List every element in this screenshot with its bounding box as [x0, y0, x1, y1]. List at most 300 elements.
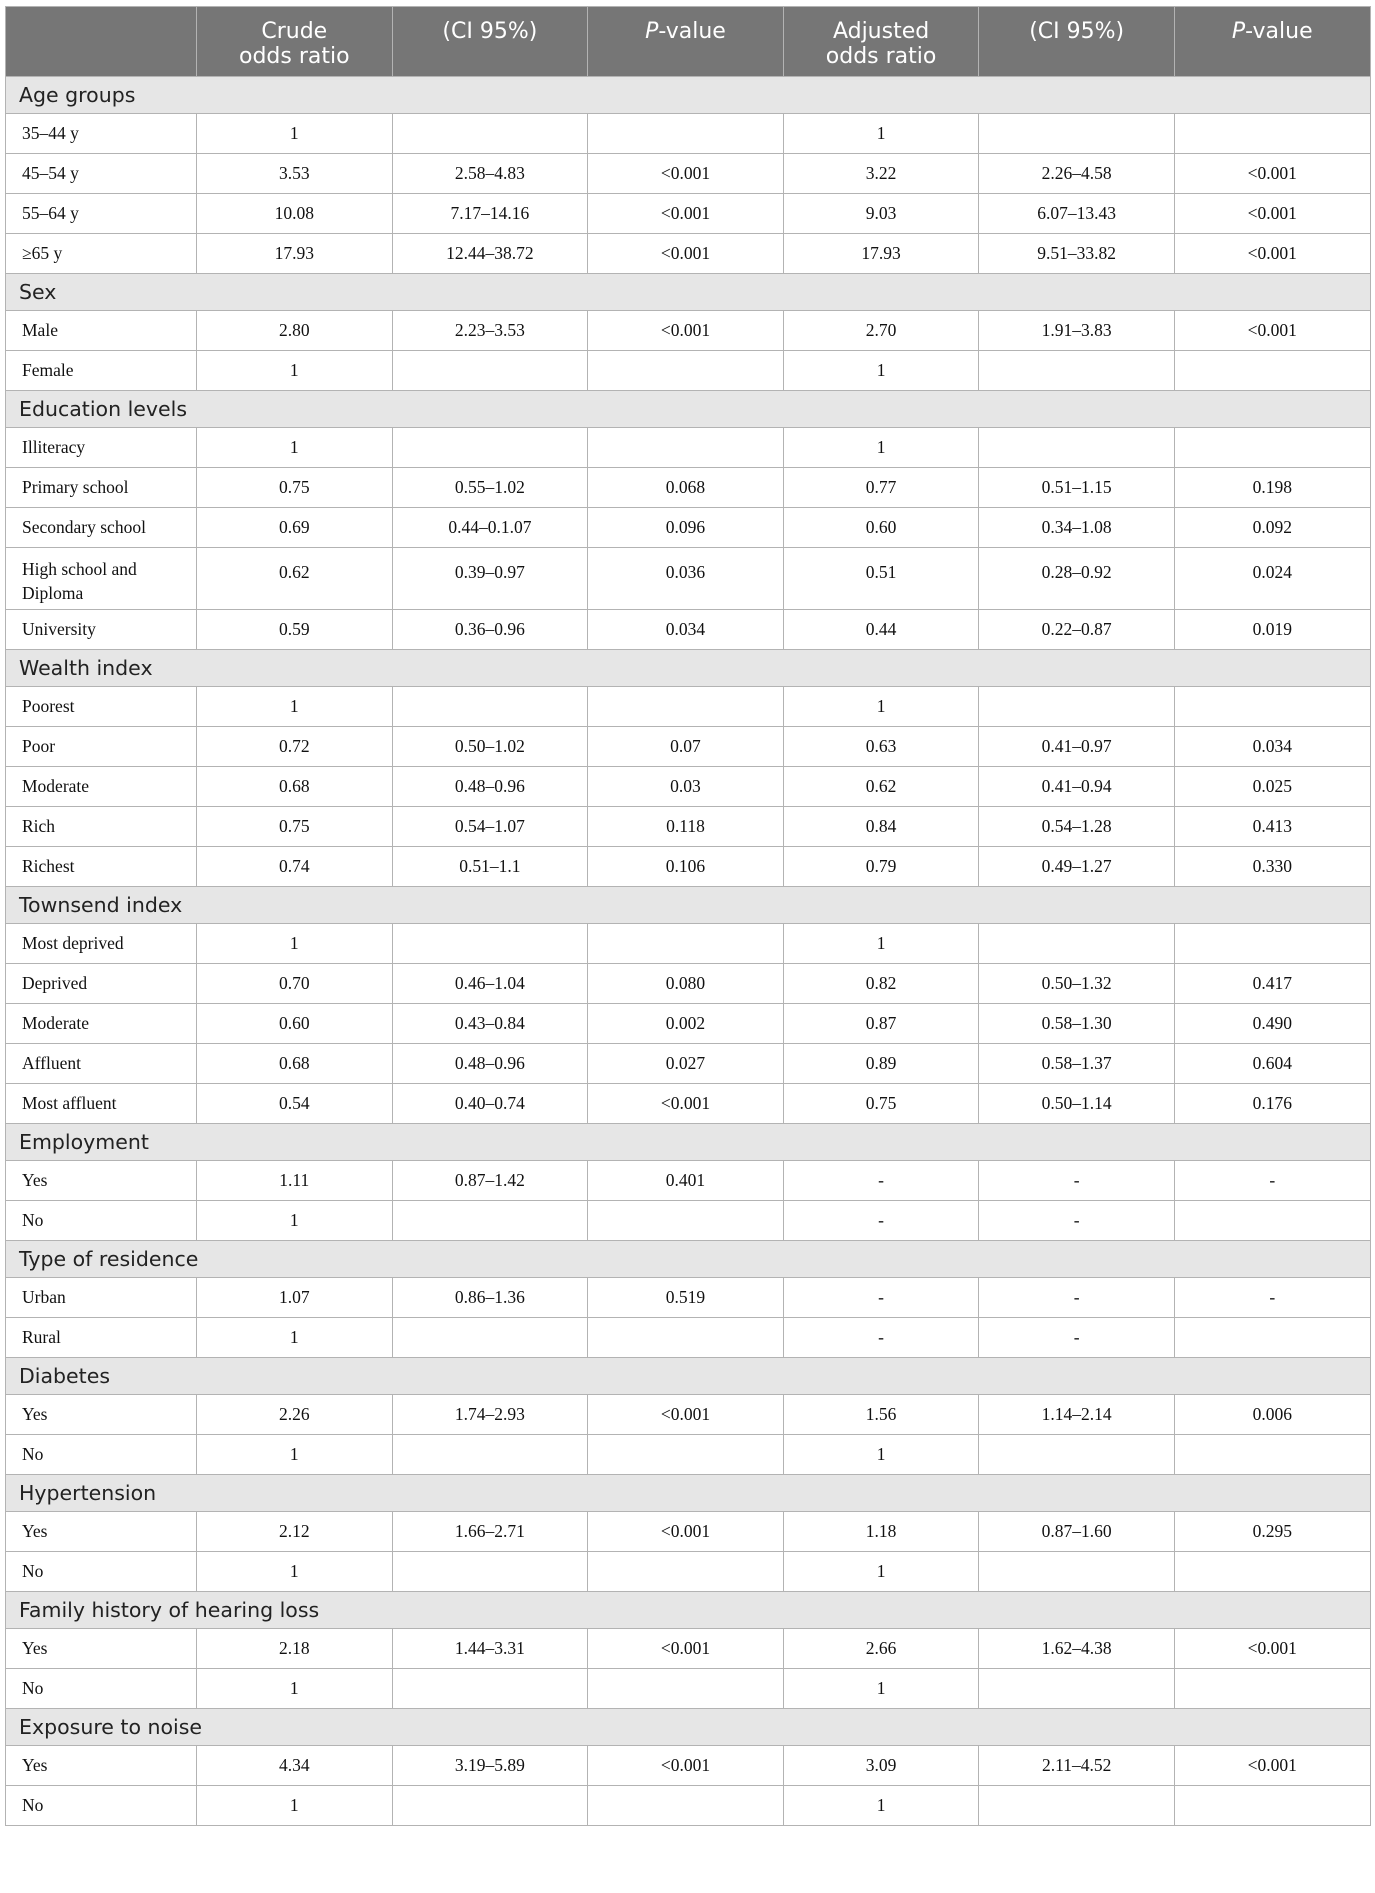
crude-or-cell: 0.70	[197, 964, 393, 1004]
adjusted-or-cell: 3.09	[783, 1746, 979, 1786]
header-ci-crude: (CI 95%)	[392, 7, 588, 77]
row-label: No	[6, 1552, 197, 1592]
crude-ci-cell	[392, 1552, 588, 1592]
crude-or-cell: 1	[197, 428, 393, 468]
crude-ci-cell: 0.40–0.74	[392, 1084, 588, 1124]
crude-p-cell: 0.106	[588, 847, 784, 887]
adjusted-ci-cell: 0.58–1.30	[979, 1004, 1175, 1044]
table-row	[6, 114, 1371, 154]
adjusted-or-cell: 1	[783, 428, 979, 468]
crude-ci-cell: 1.66–2.71	[392, 1512, 588, 1552]
row-label: No	[6, 1786, 197, 1826]
header-crude-odds-ratio	[197, 7, 393, 77]
adjusted-ci-cell: 2.11–4.52	[979, 1746, 1175, 1786]
table-row	[6, 1786, 1371, 1826]
adjusted-ci-cell: 0.22–0.87	[979, 610, 1175, 650]
crude-p-cell	[588, 1786, 784, 1826]
crude-ci-cell: 0.43–0.84	[392, 1004, 588, 1044]
crude-or-cell: 2.80	[197, 311, 393, 351]
adjusted-p-cell: <0.001	[1174, 1746, 1370, 1786]
group-title: Family history of hearing loss	[6, 1592, 1371, 1629]
crude-or-cell: 1	[197, 114, 393, 154]
crude-p-cell	[588, 1201, 784, 1241]
crude-p-cell: 0.096	[588, 508, 784, 548]
table-row	[6, 1512, 1371, 1552]
table-row	[6, 727, 1371, 767]
row-label: Moderate	[6, 1004, 197, 1044]
group-header-row	[6, 1124, 1371, 1161]
row-label: Yes	[6, 1512, 197, 1552]
table-row	[6, 508, 1371, 548]
group-title: Diabetes	[6, 1358, 1371, 1395]
crude-or-cell: 3.53	[197, 154, 393, 194]
table-row	[6, 610, 1371, 650]
row-label: Most affluent	[6, 1084, 197, 1124]
crude-p-cell: <0.001	[588, 154, 784, 194]
adjusted-ci-cell: 1.91–3.83	[979, 311, 1175, 351]
adjusted-p-cell	[1174, 1201, 1370, 1241]
table-row	[6, 311, 1371, 351]
crude-ci-cell: 0.86–1.36	[392, 1278, 588, 1318]
table-row	[6, 428, 1371, 468]
header-p-value-crude	[588, 7, 784, 77]
adjusted-ci-cell: 0.50–1.32	[979, 964, 1175, 1004]
crude-ci-cell	[392, 428, 588, 468]
group-header-row	[6, 1592, 1371, 1629]
adjusted-p-cell	[1174, 428, 1370, 468]
table-row	[6, 1084, 1371, 1124]
adjusted-p-cell	[1174, 1786, 1370, 1826]
adjusted-or-cell: 2.70	[783, 311, 979, 351]
row-label: Yes	[6, 1629, 197, 1669]
adjusted-or-cell: -	[783, 1278, 979, 1318]
adjusted-p-cell: <0.001	[1174, 194, 1370, 234]
adjusted-p-cell: <0.001	[1174, 234, 1370, 274]
adjusted-ci-cell: 0.87–1.60	[979, 1512, 1175, 1552]
adjusted-p-cell: 0.490	[1174, 1004, 1370, 1044]
header-crude-line2: odds ratio	[239, 44, 350, 69]
row-label: 45–54 y	[6, 154, 197, 194]
crude-p-cell: 0.036	[588, 548, 784, 610]
row-label: Yes	[6, 1395, 197, 1435]
odds-ratio-table	[5, 6, 1371, 1826]
adjusted-ci-cell	[979, 428, 1175, 468]
adjusted-p-cell: 0.019	[1174, 610, 1370, 650]
crude-p-cell: <0.001	[588, 311, 784, 351]
adjusted-p-cell: 0.198	[1174, 468, 1370, 508]
adjusted-ci-cell: 0.28–0.92	[979, 548, 1175, 610]
adjusted-or-cell: 1	[783, 351, 979, 391]
crude-p-cell: <0.001	[588, 194, 784, 234]
table-row	[6, 924, 1371, 964]
adjusted-p-cell	[1174, 1552, 1370, 1592]
row-label: No	[6, 1201, 197, 1241]
group-title: Type of residence	[6, 1241, 1371, 1278]
group-title: Education levels	[6, 391, 1371, 428]
adjusted-ci-cell: 1.62–4.38	[979, 1629, 1175, 1669]
table-row	[6, 234, 1371, 274]
adjusted-ci-cell: -	[979, 1161, 1175, 1201]
adjusted-or-cell: -	[783, 1318, 979, 1358]
crude-ci-cell: 7.17–14.16	[392, 194, 588, 234]
row-label: Urban	[6, 1278, 197, 1318]
adjusted-or-cell: 1	[783, 1669, 979, 1709]
adjusted-p-cell: 0.024	[1174, 548, 1370, 610]
adjusted-p-cell: <0.001	[1174, 311, 1370, 351]
crude-or-cell: 0.69	[197, 508, 393, 548]
row-label: Richest	[6, 847, 197, 887]
row-label: No	[6, 1669, 197, 1709]
crude-p-cell	[588, 924, 784, 964]
adjusted-ci-cell: 0.58–1.37	[979, 1044, 1175, 1084]
crude-or-cell: 17.93	[197, 234, 393, 274]
crude-ci-cell: 1.74–2.93	[392, 1395, 588, 1435]
adjusted-or-cell: 0.44	[783, 610, 979, 650]
adjusted-or-cell: 0.79	[783, 847, 979, 887]
crude-p-cell: 0.401	[588, 1161, 784, 1201]
crude-or-cell: 0.59	[197, 610, 393, 650]
table-row	[6, 1669, 1371, 1709]
adjusted-or-cell: 0.63	[783, 727, 979, 767]
crude-ci-cell: 3.19–5.89	[392, 1746, 588, 1786]
adjusted-p-cell: 0.604	[1174, 1044, 1370, 1084]
crude-ci-cell	[392, 687, 588, 727]
crude-or-cell: 2.18	[197, 1629, 393, 1669]
header-adjusted-line1: Adjusted	[832, 19, 930, 44]
crude-p-cell	[588, 1435, 784, 1475]
crude-or-cell: 1	[197, 1552, 393, 1592]
table-row	[6, 964, 1371, 1004]
crude-p-cell: 0.027	[588, 1044, 784, 1084]
row-label: Rich	[6, 807, 197, 847]
row-label: Yes	[6, 1746, 197, 1786]
adjusted-or-cell: 1.56	[783, 1395, 979, 1435]
adjusted-or-cell: 0.77	[783, 468, 979, 508]
adjusted-p-cell: -	[1174, 1161, 1370, 1201]
crude-or-cell: 1.07	[197, 1278, 393, 1318]
header-p-rest: -value	[1245, 19, 1313, 44]
adjusted-p-cell	[1174, 1318, 1370, 1358]
table-row	[6, 847, 1371, 887]
table-row	[6, 1395, 1371, 1435]
adjusted-ci-cell: 6.07–13.43	[979, 194, 1175, 234]
crude-or-cell: 4.34	[197, 1746, 393, 1786]
crude-ci-cell: 0.46–1.04	[392, 964, 588, 1004]
adjusted-p-cell: 0.006	[1174, 1395, 1370, 1435]
adjusted-p-cell	[1174, 351, 1370, 391]
crude-or-cell: 1	[197, 1201, 393, 1241]
crude-p-cell	[588, 1552, 784, 1592]
crude-ci-cell: 0.39–0.97	[392, 548, 588, 610]
crude-or-cell: 1	[197, 1669, 393, 1709]
table-row	[6, 1201, 1371, 1241]
crude-ci-cell: 0.48–0.96	[392, 767, 588, 807]
row-label: Rural	[6, 1318, 197, 1358]
crude-or-cell: 0.68	[197, 767, 393, 807]
adjusted-ci-cell: -	[979, 1318, 1175, 1358]
adjusted-or-cell: 0.62	[783, 767, 979, 807]
adjusted-ci-cell: 1.14–2.14	[979, 1395, 1175, 1435]
crude-or-cell: 0.75	[197, 468, 393, 508]
row-label: Primary school	[6, 468, 197, 508]
adjusted-or-cell: 1.18	[783, 1512, 979, 1552]
row-label: Affluent	[6, 1044, 197, 1084]
row-label: No	[6, 1435, 197, 1475]
row-label: High school and Diploma	[6, 548, 197, 610]
table-row	[6, 468, 1371, 508]
header-p-italic: P	[1231, 19, 1246, 44]
crude-or-cell: 2.12	[197, 1512, 393, 1552]
adjusted-ci-cell: 0.49–1.27	[979, 847, 1175, 887]
crude-p-cell	[588, 114, 784, 154]
crude-ci-cell: 1.44–3.31	[392, 1629, 588, 1669]
adjusted-p-cell: <0.001	[1174, 154, 1370, 194]
table-row	[6, 1004, 1371, 1044]
adjusted-p-cell	[1174, 924, 1370, 964]
crude-ci-cell	[392, 1669, 588, 1709]
group-header-row	[6, 391, 1371, 428]
crude-ci-cell	[392, 1435, 588, 1475]
crude-ci-cell: 0.87–1.42	[392, 1161, 588, 1201]
crude-ci-cell: 0.51–1.1	[392, 847, 588, 887]
table-header	[6, 7, 1371, 77]
adjusted-p-cell: 0.417	[1174, 964, 1370, 1004]
crude-ci-cell: 0.50–1.02	[392, 727, 588, 767]
table-row	[6, 1044, 1371, 1084]
crude-p-cell	[588, 687, 784, 727]
table-row	[6, 1629, 1371, 1669]
table-row	[6, 1746, 1371, 1786]
crude-p-cell	[588, 1669, 784, 1709]
adjusted-ci-cell: 0.41–0.97	[979, 727, 1175, 767]
adjusted-ci-cell: 0.41–0.94	[979, 767, 1175, 807]
crude-p-cell	[588, 428, 784, 468]
header-ci-adjusted: (CI 95%)	[979, 7, 1175, 77]
crude-ci-cell	[392, 924, 588, 964]
adjusted-p-cell	[1174, 1435, 1370, 1475]
table-row	[6, 1318, 1371, 1358]
adjusted-or-cell: 0.75	[783, 1084, 979, 1124]
row-label: University	[6, 610, 197, 650]
crude-ci-cell	[392, 351, 588, 391]
header-adjusted-line2: odds ratio	[825, 44, 937, 69]
crude-or-cell: 0.68	[197, 1044, 393, 1084]
crude-or-cell: 1	[197, 924, 393, 964]
crude-ci-cell: 0.48–0.96	[392, 1044, 588, 1084]
crude-p-cell: 0.034	[588, 610, 784, 650]
adjusted-ci-cell: 0.34–1.08	[979, 508, 1175, 548]
group-title: Wealth index	[6, 650, 1371, 687]
adjusted-p-cell	[1174, 114, 1370, 154]
crude-or-cell: 0.62	[197, 548, 393, 610]
row-label: 55–64 y	[6, 194, 197, 234]
header-p-value-adjusted	[1174, 7, 1370, 77]
table-body	[6, 77, 1371, 1826]
group-header-row	[6, 1358, 1371, 1395]
adjusted-ci-cell: 0.51–1.15	[979, 468, 1175, 508]
group-header-row	[6, 274, 1371, 311]
adjusted-ci-cell	[979, 114, 1175, 154]
adjusted-ci-cell	[979, 1786, 1175, 1826]
adjusted-p-cell: 0.034	[1174, 727, 1370, 767]
crude-ci-cell	[392, 1318, 588, 1358]
crude-p-cell: 0.068	[588, 468, 784, 508]
crude-or-cell: 10.08	[197, 194, 393, 234]
row-label: Male	[6, 311, 197, 351]
table-row	[6, 1552, 1371, 1592]
adjusted-p-cell	[1174, 687, 1370, 727]
odds-ratio-table-container	[5, 6, 1370, 1826]
crude-ci-cell	[392, 1786, 588, 1826]
table-row	[6, 154, 1371, 194]
group-title: Townsend index	[6, 887, 1371, 924]
crude-or-cell: 0.74	[197, 847, 393, 887]
crude-p-cell: 0.03	[588, 767, 784, 807]
group-title: Hypertension	[6, 1475, 1371, 1512]
row-label: Moderate	[6, 767, 197, 807]
crude-ci-cell	[392, 1201, 588, 1241]
adjusted-ci-cell	[979, 924, 1175, 964]
adjusted-or-cell: 1	[783, 1552, 979, 1592]
adjusted-ci-cell	[979, 1669, 1175, 1709]
group-title: Age groups	[6, 77, 1371, 114]
crude-ci-cell: 2.58–4.83	[392, 154, 588, 194]
row-label: Deprived	[6, 964, 197, 1004]
header-adjusted-odds-ratio	[783, 7, 979, 77]
adjusted-ci-cell: -	[979, 1201, 1175, 1241]
header-crude-line1: Crude	[261, 19, 328, 44]
adjusted-or-cell: 0.82	[783, 964, 979, 1004]
row-label: Secondary school	[6, 508, 197, 548]
crude-or-cell: 1	[197, 1318, 393, 1358]
crude-p-cell: 0.002	[588, 1004, 784, 1044]
adjusted-or-cell: 1	[783, 687, 979, 727]
crude-or-cell: 2.26	[197, 1395, 393, 1435]
table-row	[6, 351, 1371, 391]
header-p-rest: -value	[658, 19, 726, 44]
crude-or-cell: 1	[197, 1786, 393, 1826]
crude-p-cell: <0.001	[588, 1512, 784, 1552]
table-row	[6, 807, 1371, 847]
adjusted-p-cell: 0.295	[1174, 1512, 1370, 1552]
adjusted-or-cell: 17.93	[783, 234, 979, 274]
adjusted-ci-cell: 0.54–1.28	[979, 807, 1175, 847]
crude-or-cell: 0.54	[197, 1084, 393, 1124]
crude-p-cell: 0.118	[588, 807, 784, 847]
adjusted-or-cell: 0.89	[783, 1044, 979, 1084]
adjusted-ci-cell	[979, 351, 1175, 391]
crude-p-cell: <0.001	[588, 234, 784, 274]
group-title: Employment	[6, 1124, 1371, 1161]
group-header-row	[6, 1241, 1371, 1278]
row-label: Most deprived	[6, 924, 197, 964]
adjusted-ci-cell: -	[979, 1278, 1175, 1318]
crude-p-cell: <0.001	[588, 1084, 784, 1124]
adjusted-or-cell: 9.03	[783, 194, 979, 234]
crude-ci-cell: 0.44–0.1.07	[392, 508, 588, 548]
group-header-row	[6, 77, 1371, 114]
crude-ci-cell: 2.23–3.53	[392, 311, 588, 351]
row-label: Poor	[6, 727, 197, 767]
crude-or-cell: 1	[197, 687, 393, 727]
adjusted-or-cell: 1	[783, 114, 979, 154]
adjusted-p-cell: 0.413	[1174, 807, 1370, 847]
adjusted-or-cell: 3.22	[783, 154, 979, 194]
crude-p-cell: <0.001	[588, 1746, 784, 1786]
adjusted-p-cell: -	[1174, 1278, 1370, 1318]
crude-or-cell: 0.72	[197, 727, 393, 767]
adjusted-ci-cell	[979, 1435, 1175, 1475]
row-label: Female	[6, 351, 197, 391]
adjusted-p-cell	[1174, 1669, 1370, 1709]
crude-p-cell: 0.07	[588, 727, 784, 767]
crude-p-cell: <0.001	[588, 1395, 784, 1435]
group-header-row	[6, 650, 1371, 687]
crude-or-cell: 0.75	[197, 807, 393, 847]
adjusted-or-cell: 2.66	[783, 1629, 979, 1669]
crude-or-cell: 1	[197, 1435, 393, 1475]
crude-ci-cell: 0.54–1.07	[392, 807, 588, 847]
crude-or-cell: 0.60	[197, 1004, 393, 1044]
table-row	[6, 194, 1371, 234]
crude-ci-cell: 0.55–1.02	[392, 468, 588, 508]
adjusted-ci-cell	[979, 1552, 1175, 1592]
table-row	[6, 1435, 1371, 1475]
group-header-row	[6, 887, 1371, 924]
crude-ci-cell: 0.36–0.96	[392, 610, 588, 650]
group-header-row	[6, 1475, 1371, 1512]
adjusted-or-cell: -	[783, 1201, 979, 1241]
header-variable	[6, 7, 197, 77]
table-row	[6, 687, 1371, 727]
group-title: Sex	[6, 274, 1371, 311]
adjusted-p-cell: 0.025	[1174, 767, 1370, 807]
crude-ci-cell: 12.44–38.72	[392, 234, 588, 274]
row-label: Poorest	[6, 687, 197, 727]
table-row	[6, 767, 1371, 807]
crude-p-cell	[588, 351, 784, 391]
crude-p-cell: 0.519	[588, 1278, 784, 1318]
adjusted-or-cell: 0.84	[783, 807, 979, 847]
crude-p-cell: 0.080	[588, 964, 784, 1004]
adjusted-p-cell: 0.092	[1174, 508, 1370, 548]
adjusted-ci-cell: 0.50–1.14	[979, 1084, 1175, 1124]
crude-p-cell	[588, 1318, 784, 1358]
adjusted-p-cell: 0.330	[1174, 847, 1370, 887]
adjusted-ci-cell	[979, 687, 1175, 727]
adjusted-or-cell: -	[783, 1161, 979, 1201]
crude-ci-cell	[392, 114, 588, 154]
adjusted-or-cell: 1	[783, 1435, 979, 1475]
row-label: 35–44 y	[6, 114, 197, 154]
adjusted-p-cell: 0.176	[1174, 1084, 1370, 1124]
group-title: Exposure to noise	[6, 1709, 1371, 1746]
adjusted-ci-cell: 9.51–33.82	[979, 234, 1175, 274]
crude-or-cell: 1	[197, 351, 393, 391]
crude-p-cell: <0.001	[588, 1629, 784, 1669]
adjusted-or-cell: 1	[783, 924, 979, 964]
table-row	[6, 548, 1371, 610]
adjusted-or-cell: 0.60	[783, 508, 979, 548]
adjusted-or-cell: 0.51	[783, 548, 979, 610]
crude-or-cell: 1.11	[197, 1161, 393, 1201]
row-label: ≥65 y	[6, 234, 197, 274]
table-row	[6, 1278, 1371, 1318]
group-header-row	[6, 1709, 1371, 1746]
adjusted-ci-cell: 2.26–4.58	[979, 154, 1175, 194]
header-p-italic: P	[645, 19, 659, 44]
row-label: Yes	[6, 1161, 197, 1201]
